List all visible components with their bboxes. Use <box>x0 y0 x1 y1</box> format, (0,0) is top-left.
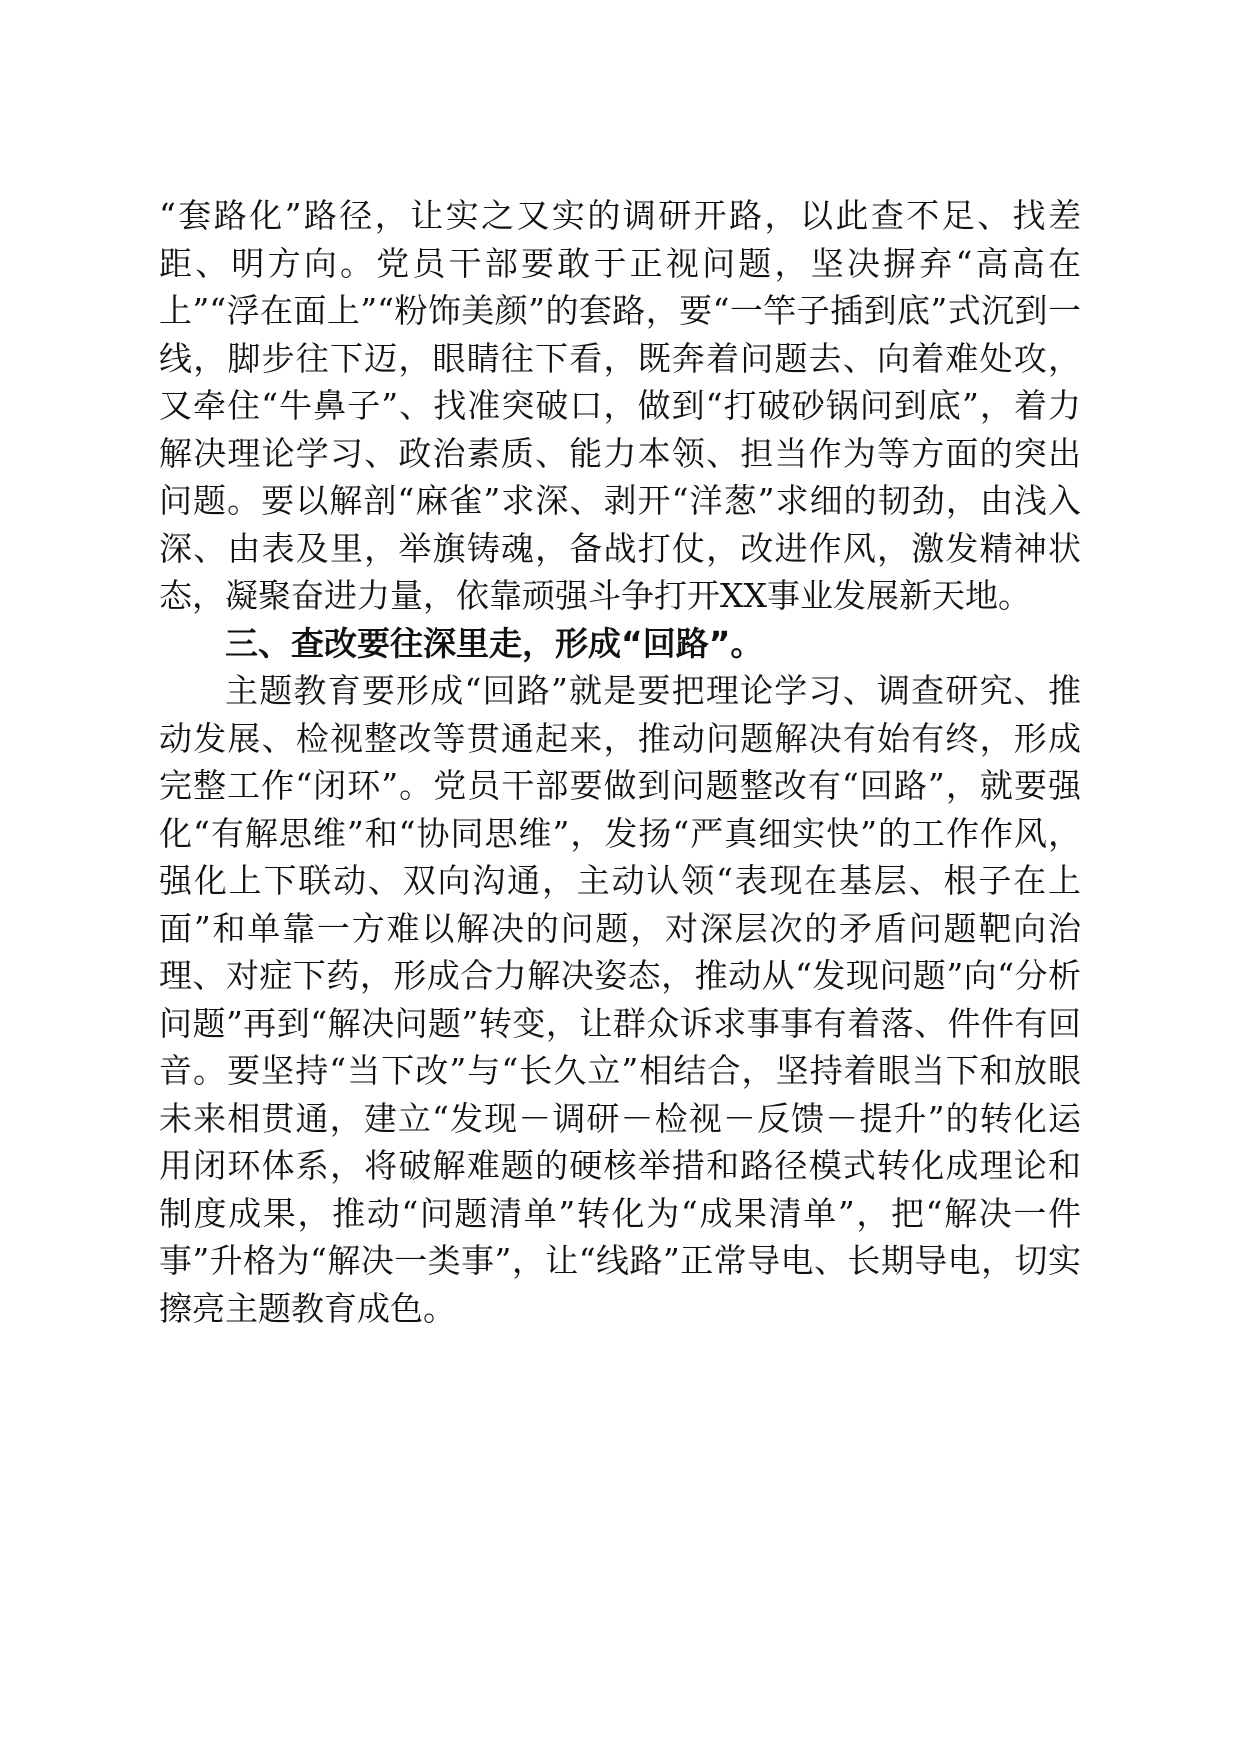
document-body <box>159 192 1081 1332</box>
body-paragraph-continued: “套路化”路径，让实之又实的调研开路，以此查不足、找差距、明方向。党员干部要敢于正视问题，坚决摒弃“高高在上”“浮在面上”“粉饰美颜”的套路，要“一竿子插到底”式沉到一线，脚步往下迈，眼睛往下看，既奔着问题去、向着难处攻，又牵住“牛鼻子”、找准突破口，做到“打破砂锅问到底”，着力解决理论学习、政治素质、能力本领、担当作为等方面的突出问题。要以解剖“麻雀”求深、剥开“洋葱”求细的韧劲，由浅入深、由表及里，举旗铸魂，备战打仗，改进作风，激发精神状态，凝聚奋进力量，依靠顽强斗争打开XX事业发展新天地。 <box>159 196 1081 615</box>
body-paragraph: 主题教育要形成“回路”就是要把理论学习、调查研究、推动发展、检视整改等贯通起来，推动问题解决有始有终，形成完整工作“闭环”。党员干部要做到问题整改有“回路”，就要强化“有解思维”和“协同思维”，发扬“严真细实快”的工作作风，强化上下联动、双向沟通，主动认领“表现在基层、根子在上面”和单靠一方难以解决的问题，对深层次的矛盾问题靶向治理、对症下药，形成合力解决姿态，推动从“发现问题”向“分析问题”再到“解决问题”转变，让群众诉求事事有着落、件件有回音。要坚持“当下改”与“长久立”相结合，坚持着眼当下和放眼未来相贯通，建立“发现－调研－检视－反馈－提升”的转化运用闭环体系，将破解难题的硬核举措和路径模式转化成理论和制度成果，推动“问题清单”转化为“成果清单”，把“解决一件事”升格为“解决一类事”，让“线路”正常导电、长期导电，切实擦亮主题教育成色。 <box>159 671 1081 1328</box>
section-heading-three: 三、查改要往深里走，形成“回路”。 <box>225 623 764 663</box>
